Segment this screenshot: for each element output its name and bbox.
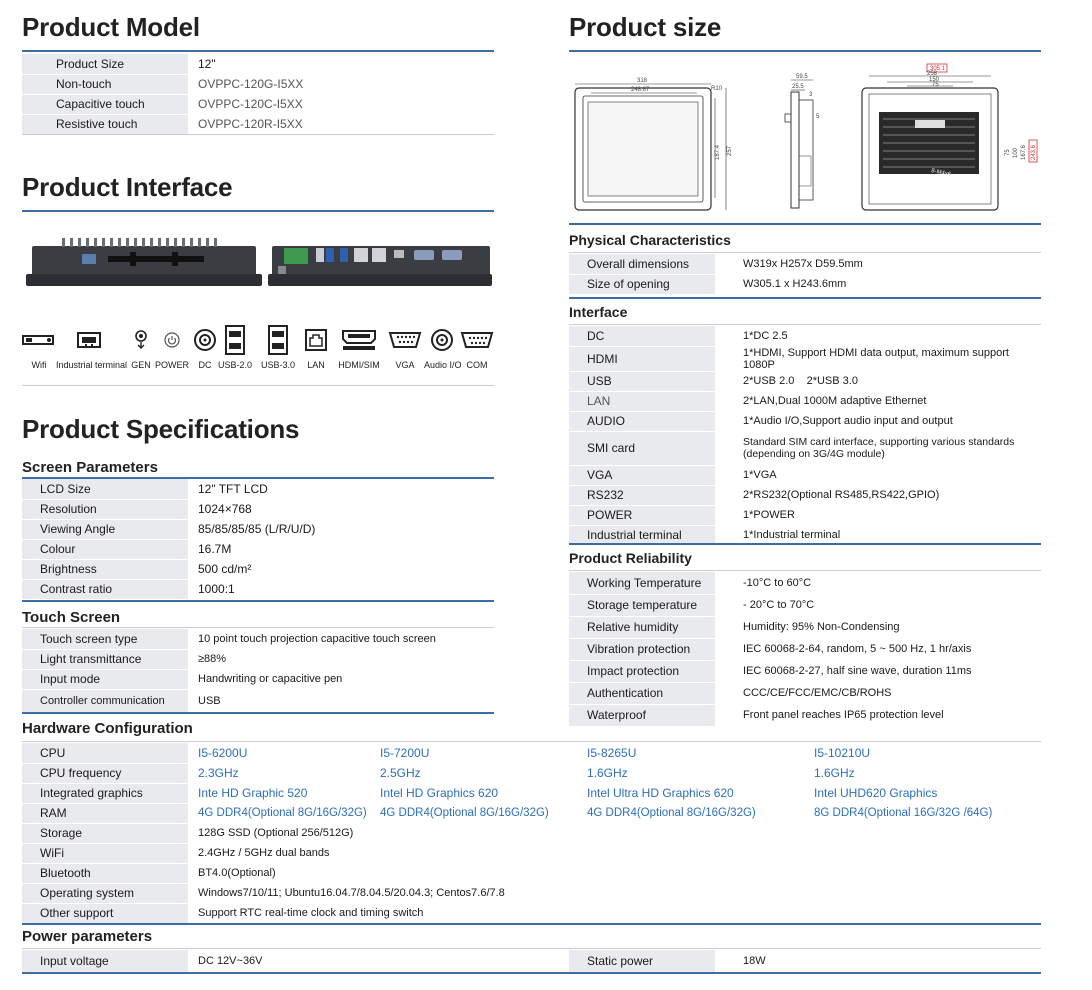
table-row — [569, 391, 1041, 411]
divider — [22, 627, 494, 628]
table-row — [22, 54, 494, 74]
row-label: Other support — [22, 903, 188, 923]
row-label: Controller communication — [22, 689, 188, 713]
freq-value: 1.6GHz — [804, 763, 1041, 783]
row-value: 2.4GHz / 5GHz dual bands — [188, 843, 1041, 863]
dim-m4: 8-M4x6 — [930, 168, 952, 179]
row-label: Operating system — [22, 883, 188, 903]
table-row — [22, 803, 1041, 823]
row-value: -10°C to 60°C — [715, 572, 1041, 594]
lan-icon: LAN — [302, 326, 330, 370]
row-label: Brightness — [22, 559, 188, 579]
touch-screen-heading: Touch Screen — [22, 609, 121, 626]
divider — [22, 50, 494, 52]
table-row — [569, 704, 1041, 726]
table-row — [22, 903, 1041, 923]
dim-257: 257 — [727, 145, 733, 156]
ram-value: 8G DDR4(Optional 16G/32G /64G) — [804, 803, 1041, 823]
row-label: Input mode — [22, 669, 188, 689]
table-row — [569, 274, 1041, 294]
row-value: BT4.0(Optional) — [188, 863, 1041, 883]
row-value: W319x H257x D59.5mm — [715, 254, 1041, 274]
divider — [569, 223, 1041, 225]
dim-75: 75 — [932, 82, 939, 88]
model-table — [22, 54, 494, 135]
row-label: USB — [569, 371, 715, 391]
table-row — [22, 579, 494, 599]
row-value: W305.1 x H243.6mm — [715, 274, 1041, 294]
row-label: CPU — [22, 743, 188, 763]
dim-243: 243.6 — [1031, 144, 1037, 160]
wifi-icon: Wifi — [22, 326, 56, 370]
row-value: 1024×768 — [188, 499, 494, 519]
table-row — [22, 499, 494, 519]
interface-heading: Interface — [569, 304, 628, 320]
reliability-table — [569, 572, 1041, 727]
row-label: Non-touch — [22, 74, 188, 94]
table-row — [22, 539, 494, 559]
table-row — [569, 660, 1041, 682]
cpu-value: I5-6200U — [188, 743, 370, 763]
cpu-value: I5-8265U — [577, 743, 804, 763]
row-label: HDMI — [569, 346, 715, 371]
table-row — [22, 950, 1041, 972]
table-row — [569, 411, 1041, 431]
row-label: Resolution — [22, 499, 188, 519]
table-row — [22, 479, 494, 499]
row-value: 2*USB 2.0 2*USB 3.0 — [715, 371, 1041, 391]
physical-heading: Physical Characteristics — [569, 232, 731, 248]
input-voltage-label: Input voltage — [22, 950, 188, 972]
reliability-heading: Product Reliability — [569, 550, 692, 566]
row-value: IEC 60068-2-64, random, 5 ~ 500 Hz, 1 hr/axis — [715, 638, 1041, 660]
table-row — [22, 669, 494, 689]
graphics-value: Inte HD Graphic 520 — [188, 783, 370, 803]
row-value: Windows7/10/11; Ubuntu16.04.7/8.04.5/20.04.3; Centos7.6/7.8 — [188, 883, 1041, 903]
row-label: Authentication — [569, 682, 715, 704]
dim-100: 100 — [1013, 147, 1019, 158]
row-value: 1*Audio I/O,Support audio input and output — [715, 411, 1041, 431]
table-row — [569, 572, 1041, 594]
divider — [569, 543, 1041, 545]
table-row — [22, 559, 494, 579]
dim-305: 305.1 — [930, 66, 946, 72]
static-power-value: 18W — [715, 950, 1041, 972]
row-label: Relative humidity — [569, 616, 715, 638]
row-value: 85/85/85/85 (L/R/U/D) — [188, 519, 494, 539]
dim-59: 59.5 — [796, 74, 808, 80]
row-label: WiFi — [22, 843, 188, 863]
dim-r10: R10 — [711, 86, 723, 92]
row-value: 12" — [188, 54, 494, 74]
row-label: Bluetooth — [22, 863, 188, 883]
device-rear-photos — [22, 234, 494, 290]
graphics-value: Intel UHD620 Graphics — [804, 783, 1041, 803]
row-label: CPU frequency — [22, 763, 188, 783]
hardware-heading: Hardware Configuration — [22, 720, 193, 737]
table-row — [22, 843, 1041, 863]
power-heading: Power parameters — [22, 928, 153, 945]
row-value: Front panel reaches IP65 protection level — [715, 704, 1041, 726]
dim-318: 318 — [637, 78, 648, 84]
row-value: OVPPC-120C-I5XX — [188, 94, 494, 114]
divider — [22, 948, 1041, 949]
table-row — [22, 763, 1041, 783]
table-row — [569, 346, 1041, 371]
product-specifications-title: Product Specifications — [22, 414, 300, 444]
row-value: 2*RS232(Optional RS485,RS422,GPIO) — [715, 485, 1041, 505]
interface-icons — [22, 326, 492, 386]
row-value: 1*DC 2.5 — [715, 326, 1041, 346]
touch-table — [22, 629, 494, 714]
physical-table — [569, 254, 1041, 295]
row-value: OVPPC-120R-I5XX — [188, 114, 494, 134]
cpu-value: I5-10210U — [804, 743, 1041, 763]
divider — [569, 570, 1041, 571]
dc-icon: DC — [192, 326, 218, 370]
divider — [22, 600, 494, 602]
table-row — [569, 371, 1041, 391]
freq-value: 1.6GHz — [577, 763, 804, 783]
hardware-table — [22, 743, 1041, 924]
row-label: Integrated graphics — [22, 783, 188, 803]
freq-value: 2.3GHz — [188, 763, 370, 783]
device-photo-right — [268, 246, 492, 286]
row-value: 1000:1 — [188, 579, 494, 599]
cpu-value: I5-7200U — [370, 743, 577, 763]
row-label: LCD Size — [22, 479, 188, 499]
row-label: LAN — [569, 391, 715, 411]
dim-5: 5 — [816, 114, 820, 120]
row-label: Impact protection — [569, 660, 715, 682]
table-row — [22, 783, 1041, 803]
screen-parameters-heading: Screen Parameters — [22, 459, 158, 476]
row-value: 1*Industrial terminal — [715, 525, 1041, 545]
divider — [22, 972, 1041, 974]
table-row — [22, 649, 494, 669]
dim-258: 258 — [927, 71, 938, 77]
divider — [22, 923, 1041, 925]
usb2-icon: USB-2.0 — [218, 326, 252, 370]
row-value: 1*VGA — [715, 465, 1041, 485]
table-row — [569, 525, 1041, 545]
industrial-terminal-icon: Industrial terminal — [56, 326, 122, 370]
dim-187: 187.4 — [715, 144, 721, 160]
row-value: 16.7M — [188, 539, 494, 559]
row-label: Capacitive touch — [22, 94, 188, 114]
dim-248: 248.87 — [631, 87, 650, 93]
table-row — [569, 485, 1041, 505]
table-row — [22, 743, 1041, 763]
freq-value: 2.5GHz — [370, 763, 577, 783]
table-row — [22, 689, 494, 713]
row-label: Product Size — [22, 54, 188, 74]
table-row — [22, 94, 494, 114]
product-size-title: Product size — [569, 12, 722, 42]
table-row — [569, 326, 1041, 346]
table-row — [22, 823, 1041, 843]
power-table — [22, 950, 1041, 973]
divider — [22, 385, 494, 386]
graphics-value: Intel HD Graphics 620 — [370, 783, 577, 803]
row-value: 12" TFT LCD — [188, 479, 494, 499]
row-value: Humidity: 95% Non-Condensing — [715, 616, 1041, 638]
row-label: SMI card — [569, 431, 715, 465]
row-value: IEC 60068-2-27, half sine wave, duration 11ms — [715, 660, 1041, 682]
divider — [22, 741, 1041, 742]
row-label: Overall dimensions — [569, 254, 715, 274]
dimension-drawings — [569, 60, 1041, 220]
row-label: Industrial terminal — [569, 525, 715, 545]
row-label: Contrast ratio — [22, 579, 188, 599]
row-label: Resistive touch — [22, 114, 188, 134]
interface-table — [569, 326, 1041, 546]
table-row — [569, 594, 1041, 616]
row-label: Storage — [22, 823, 188, 843]
static-power-label: Static power — [569, 950, 715, 972]
row-label: AUDIO — [569, 411, 715, 431]
row-value: Handwriting or capacitive pen — [188, 669, 494, 689]
vga-icon: VGA — [386, 326, 424, 370]
row-value: 1*POWER — [715, 505, 1041, 525]
divider — [569, 50, 1041, 52]
power-icon: POWER — [154, 326, 190, 370]
row-label: RAM — [22, 803, 188, 823]
row-value: OVPPC-120G-I5XX — [188, 74, 494, 94]
row-value: 128G SSD (Optional 256/512G) — [188, 823, 1041, 843]
row-label: VGA — [569, 465, 715, 485]
row-label: Working Temperature — [569, 572, 715, 594]
row-value: - 20°C to 70°C — [715, 594, 1041, 616]
row-value: CCC/CE/FCC/EMC/CB/ROHS — [715, 682, 1041, 704]
dim-25: 25.5 — [792, 84, 804, 90]
row-label: POWER — [569, 505, 715, 525]
row-label: Light transmittance — [22, 649, 188, 669]
row-value: 1*HDMI, Support HDMI data output, maximum support 1080P — [715, 346, 1041, 371]
table-row — [22, 863, 1041, 883]
dim-167: 167.6 — [1021, 144, 1027, 160]
side-view-drawing — [785, 80, 813, 208]
com-icon: COM — [460, 326, 494, 370]
divider — [569, 324, 1041, 325]
row-label: Size of opening — [569, 274, 715, 294]
dim-150: 150 — [929, 77, 940, 83]
table-row — [569, 254, 1041, 274]
row-value: Standard SIM card interface, supporting various standards (depending on 3G/4G module) — [715, 431, 1041, 465]
divider — [22, 712, 494, 714]
row-label: Viewing Angle — [22, 519, 188, 539]
row-value: ≥88% — [188, 649, 494, 669]
ram-value: 4G DDR4(Optional 8G/16G/32G) — [577, 803, 804, 823]
divider — [569, 297, 1041, 299]
graphics-value: Intel Ultra HD Graphics 620 — [577, 783, 804, 803]
front-view-drawing — [575, 84, 726, 210]
table-row — [569, 505, 1041, 525]
divider — [569, 252, 1041, 253]
table-row — [22, 883, 1041, 903]
table-row — [569, 638, 1041, 660]
usb3-icon: USB-3.0 — [258, 326, 298, 370]
row-label: Waterproof — [569, 704, 715, 726]
table-row — [22, 519, 494, 539]
divider — [22, 210, 494, 212]
row-value: 2*LAN,Dual 1000M adaptive Ethernet — [715, 391, 1041, 411]
row-label: RS232 — [569, 485, 715, 505]
row-value: USB — [188, 689, 494, 713]
input-voltage-value: DC 12V~36V — [188, 950, 569, 972]
product-interface-title: Product Interface — [22, 172, 233, 202]
dim-3: 3 — [809, 92, 813, 98]
audio-io-icon: Audio I/O — [424, 326, 460, 370]
row-value: 10 point touch projection capacitive touch screen — [188, 629, 494, 649]
row-label: Storage temperature — [569, 594, 715, 616]
dim-75v: 75 — [1005, 149, 1011, 156]
table-row — [569, 431, 1041, 465]
product-model-title: Product Model — [22, 12, 200, 42]
row-label: Touch screen type — [22, 629, 188, 649]
row-label: DC — [569, 326, 715, 346]
ram-value: 4G DDR4(Optional 8G/16G/32G) — [188, 803, 370, 823]
screen-table — [22, 479, 494, 600]
table-row — [569, 465, 1041, 485]
gen-icon: GEN — [128, 326, 154, 370]
row-label: Vibration protection — [569, 638, 715, 660]
row-value: 500 cd/m² — [188, 559, 494, 579]
table-row — [22, 74, 494, 94]
ram-value: 4G DDR4(Optional 8G/16G/32G) — [370, 803, 577, 823]
device-photo-left — [26, 238, 262, 286]
row-value: Support RTC real-time clock and timing switch — [188, 903, 1041, 923]
table-row — [22, 114, 494, 134]
table-row — [22, 629, 494, 649]
row-label: Colour — [22, 539, 188, 559]
hdmi-sim-icon: HDMI/SIM — [336, 326, 382, 370]
table-row — [569, 682, 1041, 704]
table-row — [569, 616, 1041, 638]
